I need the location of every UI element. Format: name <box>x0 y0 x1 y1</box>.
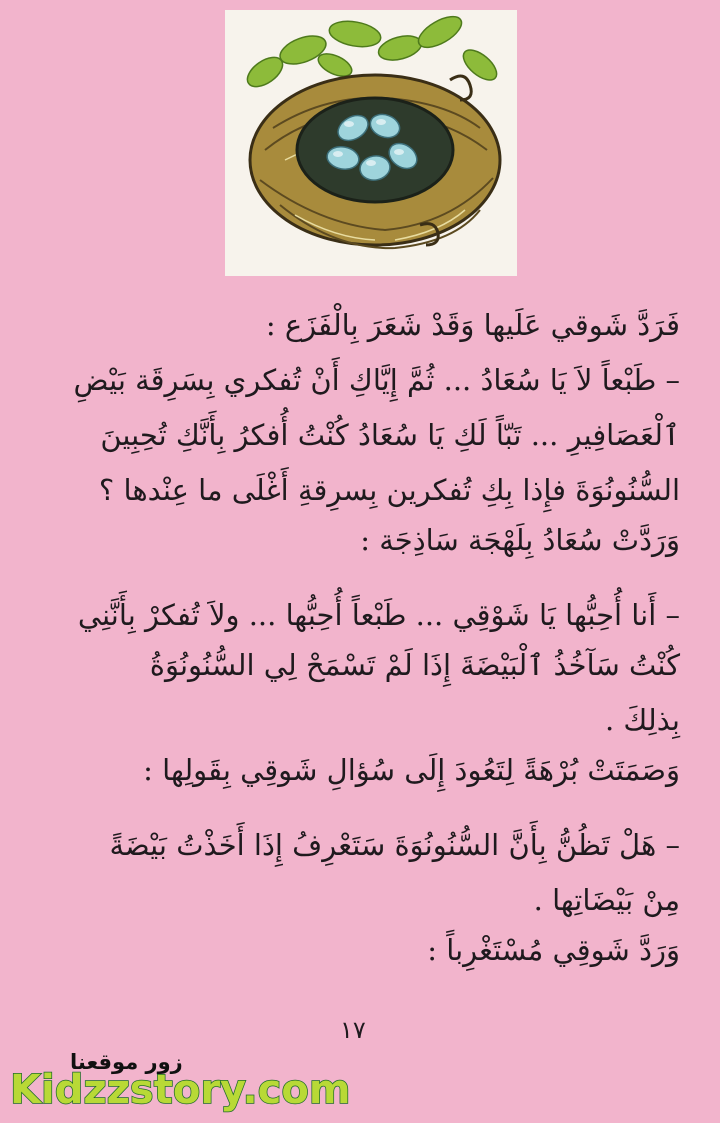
story-line: ٱلْعَصَافِيرِ ... تَبّاً لَكِ يَا سُعَادُ كُنْتُ أُفكرُ بِأَنَّكِ تُحِبِينَ <box>100 418 680 452</box>
story-line: السُّنُونُوَةَ فإِذا بِكِ تُفكرين بِسرِقةِ أَغْلَى ما عِنْدها ؟ <box>98 473 680 507</box>
story-line: بِذلِكَ . <box>604 703 680 737</box>
story-line: فَرَدَّ شَوقي عَلَيها وَقَدْ شَعَرَ بِالْفَزَع : <box>265 308 680 342</box>
story-line: وَرَدَّتْ سُعَادُ بِلَهْجَة سَاذِجَة : <box>360 523 680 557</box>
nest-illustration <box>225 10 517 276</box>
watermark-site-link[interactable]: Kidzzstory.com <box>10 1067 351 1113</box>
story-line-dialogue: – هَلْ تَظُنُّ بِأَنَّ السُّنُونُوَةَ سَتَعْرِفُ إِذَا أَخَذْتُ بَيْضَةً <box>109 825 680 865</box>
story-line: وَرَدَّ شَوقِي مُسْتَغْرِباً : <box>427 933 680 967</box>
watermark-tagline: زور موقعنا <box>70 1050 183 1074</box>
story-line-dialogue: – أَنا أُحِبُّها يَا شَوْقِي ... طَبْعاً أُحِبُّها ... ولاَ تُفكرْ بِأَنَّنِي <box>78 595 680 635</box>
story-line: وَصَمَتَتْ بُرْهَةً لِتَعُودَ إِلَى سُؤالِ شَوقِي بِقَولِها : <box>143 753 680 787</box>
page-number: ١٧ <box>340 1016 366 1044</box>
bird-nest-with-eggs-icon <box>225 10 517 276</box>
story-line-dialogue: – طَبْعاً لاَ يَا سُعَادُ ... ثُمَّ إِيَّاكِ أَنْ تُفكري بِسَرِقَة بَيْضِ <box>74 360 680 400</box>
story-line: مِنْ بَيْضَاتِها . <box>533 883 680 917</box>
story-line: كُنْتُ سَآخُذُ ٱلْبَيْضَةَ إِذَا لَمْ تَسْمَحْ لِي السُّنُونُوَةُ <box>149 648 680 682</box>
